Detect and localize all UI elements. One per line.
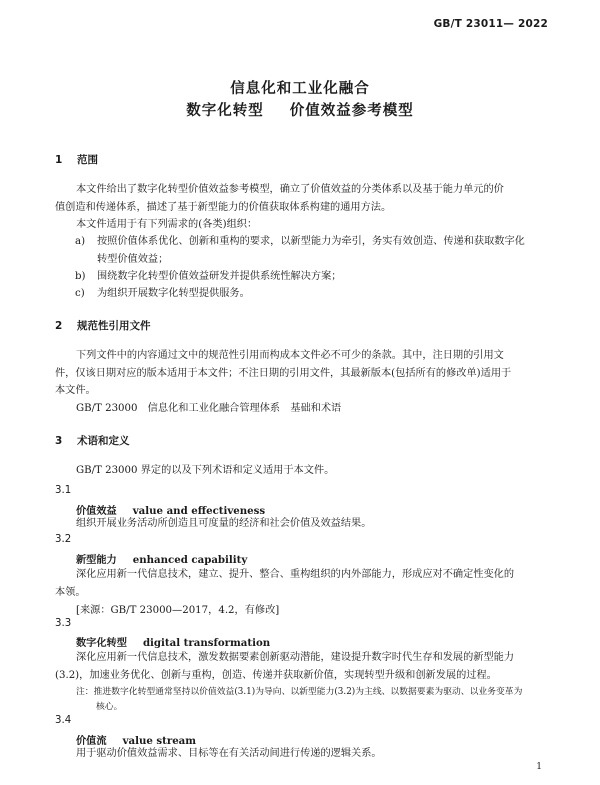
- scope-list-item-b: b) 围绕数字化转型价值效益研发并提供系统性解决方案；: [75, 271, 342, 282]
- term-value-and-effectiveness: 价值效益 value and effectiveness: [76, 505, 266, 517]
- term-definition: 深化应用新一代信息技术，建立、提升、整合、重构组织的内外部能力，形成应对不确定性变化的 本领。: [55, 569, 515, 598]
- scope-list-item-a: a) 按照价值体系优化、创新和重构的要求，以新型能力为牵引，务实有效创造、传递和获取数字化 转型价值效益；: [75, 236, 525, 265]
- reference-entry: GB/T 23000 信息化和工业化融合管理体系 基础和术语: [76, 403, 342, 414]
- term-definition: 组织开展业务活动所创造且可度量的经济和社会价值及效益结果。: [76, 518, 372, 529]
- term-number: 3.3: [55, 618, 72, 629]
- term-source: [来源：GB/T 23000—2017，4.2，有修改]: [76, 605, 280, 616]
- page-number: 1: [536, 762, 542, 772]
- term-digital-transformation: 数字化转型 digital transformation: [76, 637, 271, 649]
- title-part-a: 数字化转型: [186, 103, 264, 119]
- term-number: 3.4: [55, 715, 72, 726]
- scope-paragraph-2: 本文件适用于有下列需求的(各类)组织：: [76, 219, 258, 230]
- term-note: 注：推进数字化转型通常坚持以价值效益(3.1)为导向、以新型能力(3.2)为主线、以数据要素为驱动、以业务变革为 核心。: [76, 687, 523, 712]
- section-heading-normative-references: 2 规范性引用文件: [55, 320, 151, 332]
- term-value-stream: 价值流 value stream: [76, 735, 197, 747]
- term-definition: 用于驱动价值效益需求、目标等在有关活动间进行传递的逻辑关系。: [76, 748, 382, 759]
- terms-intro: GB/T 23000 界定的以及下列术语和定义适用于本文件。: [76, 465, 335, 476]
- term-number: 3.2: [55, 534, 72, 545]
- document-title-line2: [0, 99, 600, 120]
- document-title-line1: 信息化和工业化融合: [230, 81, 370, 97]
- normative-references-paragraph: 下列文件中的内容通过文中的规范性引用而构成本文件必不可少的条款。其中，注日期的引用文 件，仅该日期对应的版本适用于本文件；不注日期的引用文件，其最新版本(包括所有的修改单)适用于 本文件。: [55, 350, 512, 396]
- scope-paragraph-1: 本文件给出了数字化转型价值效益参考模型，确立了价值效益的分类体系以及基于能力单元的价 值创造和传递体系，描述了基于新型能力的价值获取体系构建的通用方法。: [55, 184, 504, 213]
- term-number: 3.1: [55, 485, 72, 496]
- term-definition: 深化应用新一代信息技术，激发数据要素创新驱动潜能，建设提升数字时代生存和发展的新型能力 (3.2)，加速业务优化、创新与重构，创造、传递并获取新价值，实现转型升级和创新发展的过程。: [55, 652, 515, 681]
- title-part-b: 价值效益参考模型: [289, 103, 414, 119]
- section-heading-terms: 3 术语和定义: [55, 435, 130, 447]
- standard-code: GB/T 23011— 2022: [433, 18, 548, 30]
- section-heading-scope: 1 范围: [55, 154, 98, 166]
- scope-list-item-c: c) 为组织开展数字化转型提供服务。: [75, 288, 250, 299]
- term-enhanced-capability: 新型能力 enhanced capability: [76, 554, 248, 566]
